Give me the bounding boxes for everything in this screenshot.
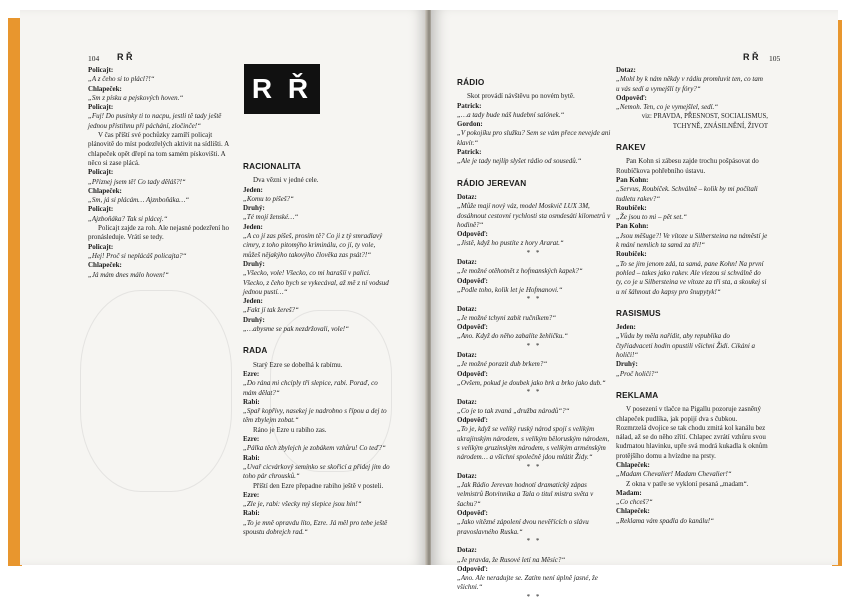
speaker-name: Policajt:: [88, 66, 114, 74]
dialogue-text: „Co chceš?“: [616, 498, 653, 507]
dialogue-text: „Ano. Ale neradujte se. Zatím není úplně jasné, že všichni.“: [457, 574, 598, 592]
speaker-name: Dotaz:: [616, 66, 636, 74]
speaker-name: Policajt:: [88, 103, 114, 112]
dialogue-text: „Je možné porazit dub brkem?“: [457, 360, 548, 369]
dialogue-text: „Jistě, když ho pustíte z hory Ararat.“: [457, 239, 564, 248]
dialogue-line: [616, 489, 768, 508]
dialogue-text: „V pokojíku pro služku? Sem se vám přece nevejde ani klavír.“: [457, 129, 611, 147]
dialogue-text: „To se jim jenom zdá, ta samá, pane Kohn! Na první pohled – takes jako rakev. Ale vlezou si schválně do ty, co je u Silbersteina ve vítoze za tři sta, a skoukej si u ní šáhnout do kapsy pro šnupytyk!“: [616, 259, 767, 296]
narration-paragraph: Policajt zajde za roh. Ale nejasné podezření ho pronásleduje. Vrátí se tedy.: [88, 224, 230, 242]
speaker-name: Odpověď:: [616, 93, 647, 102]
dialogue-text: „Hej! Proč si neplácáš policajta?“: [88, 251, 187, 260]
dialogue-text: „Všecko, vole! Všecko, co mi harašíí v palici. Všecko, z čeho bych se vykecával, až mě z ní vodsud jednou pustí…“: [243, 269, 389, 296]
speaker-name: Ezre:: [243, 490, 260, 499]
dialogue-text: „To je mně opravdu líto, Ezre. Já měl pro tebe ještě spoustu dobrejch rad.“: [243, 518, 388, 536]
right-column-2: [616, 66, 768, 526]
dialogue-line: [457, 230, 611, 249]
speaker-name: Jeden:: [243, 185, 263, 194]
dialogue-line: [243, 398, 393, 426]
narration-paragraph: Pan Kohn si zábesu zajde trochu pošpásovat do Roubíčkova pohřebního ústavu.: [616, 157, 759, 175]
speaker-name: Dotaz:: [457, 258, 477, 267]
dialogue-text: „Servus, Roubíček. Schválně – kolik by mi počítali tudletu rakev?“: [616, 185, 758, 203]
speaker-name: Policajt:: [88, 168, 114, 177]
section-heading: RASISMUS: [616, 308, 661, 318]
dialogue-line: [457, 546, 611, 565]
speaker-name: Odpověď:: [457, 564, 488, 573]
separator-stars: * *: [526, 248, 542, 257]
speaker-name: Rabi:: [243, 397, 260, 406]
dialogue-text: „Nemoh. Ten, co je vymejšlel, sedí.“: [616, 103, 719, 112]
narration-paragraph: Z okna v patře se vykloní pesaná „madam“.: [626, 479, 749, 488]
dialogue-line: [243, 491, 393, 510]
right-running-head: R Ř: [743, 52, 759, 62]
speaker-name: Patrick:: [457, 148, 482, 157]
speaker-name: Rabi:: [243, 509, 260, 518]
dialogue-text: „Ano. Když do něho zabalíte žehličku.“: [457, 332, 569, 341]
separator-stars: * *: [526, 592, 542, 601]
speaker-name: Jeden:: [243, 222, 263, 231]
separator-stars: * *: [526, 462, 542, 471]
dialogue-text: „Ajzboňáka? Tak si plácej.“: [88, 214, 168, 223]
dialogue-line: [616, 323, 768, 360]
section-heading: RÁDIO: [457, 78, 485, 87]
speaker-name: Chlapeček:: [88, 186, 122, 195]
speaker-name: Chlapeček:: [616, 507, 650, 516]
narration-paragraph: V posezení v tlačce na Pigallu pozoruje zasněný chlapeček pudlíka, jak popijí dva s čubkou. Rozmrzelá dvojice se tak chodu zmitá kol kanálu bez nálad, až se do něho zřítí. Chlapec zvrátí vzhůru svou kudrnatou hlavinku, upře svá modrá kukadla k oknům protějšího domu a hvízdne na prsty.: [616, 405, 768, 460]
speaker-name: Druhý:: [243, 315, 265, 324]
speaker-name: Chlapeček:: [88, 261, 122, 270]
dialogue-text: „…a tady bude náš hudební salónek.“: [457, 110, 565, 119]
dialogue-text: „Pálka těch zbylejch je zobákem vzhůru! Co teď?“: [243, 444, 386, 453]
speaker-name: Dotaz:: [457, 192, 477, 201]
dialogue-line: [243, 454, 393, 482]
dialogue-line: [243, 204, 393, 223]
dialogue-text: „Sm z písku a pejskových hoven.“: [88, 93, 184, 102]
dialogue-line: [88, 243, 236, 262]
speaker-name: Chlapeček:: [616, 460, 650, 469]
left-running-head: R Ř: [117, 52, 133, 62]
left-page: [20, 10, 427, 565]
speaker-name: Dotaz:: [457, 351, 477, 360]
speaker-name: Pan Kohn:: [616, 222, 649, 231]
dialogue-line: [616, 507, 768, 526]
speaker-name: Odpověď:: [457, 416, 488, 425]
speaker-name: Dotaz:: [457, 471, 477, 480]
dialogue-text: „Spař kopřivy, nasekej je nadrobno s řípou a dej to těm zbylejm zobat.“: [243, 407, 387, 425]
speaker-name: Rabi:: [243, 453, 260, 462]
speaker-name: Chlapeček:: [88, 84, 122, 93]
dialogue-line: [457, 120, 611, 148]
dialogue-line: [457, 509, 611, 537]
dialogue-line: [243, 297, 393, 316]
narration-paragraph: V čas příští své pochůzky zamíří policajt plánovitě do míst podezřelých aktivit na sídlišti. A chlapeček opět dřepí na tom samém pískovišti. A něco si zase plácá.: [88, 131, 229, 167]
dialogue-text: „Je pravda, že Rusové letí na Měsíc?“: [457, 555, 566, 564]
dialogue-text: „Fuj! Do pusinky ti to nacpu, jestli tě tady ještě jednou přistihnu při páchání, zločinče!“: [88, 112, 222, 130]
speaker-name: Dotaz:: [457, 546, 477, 555]
open-book: [20, 10, 838, 601]
dialogue-line: [457, 351, 611, 370]
dialogue-text: „Přiznej jsem tě! Co tady děláš?!“: [88, 177, 186, 186]
dialogue-line: [616, 176, 768, 204]
narration-paragraph: Ráno je Ezre u rabiho zas.: [253, 425, 327, 434]
dialogue-text: „Madam Chevalier! Madam Chevalier!“: [616, 470, 732, 479]
speaker-name: Odpověď:: [457, 323, 488, 332]
dialogue-line: [457, 323, 611, 342]
dialogue-text: „Jako vítězné zápolení dvou nevěřících o slávu pravoslavného Ruska.“: [457, 518, 589, 536]
speaker-name: Odpověď:: [457, 276, 488, 285]
dialogue-text: „Uvař cicvárkový semínko se skořicí a přidej jim do toho pár chrousků.“: [243, 462, 390, 481]
left-column-1: [88, 66, 236, 280]
dialogue-line: [616, 461, 768, 480]
dialogue-text: „Je možné otěhotnět z hofmanských kapek?“: [457, 267, 583, 276]
dialogue-line: [457, 148, 611, 167]
dialogue-line: [88, 168, 236, 187]
speaker-name: Odpověď:: [457, 509, 488, 518]
dialogue-text: „Zle je, rabi: všecky mý slepice jsou hin!“: [243, 500, 362, 509]
dialogue-line: [457, 370, 611, 389]
dialogue-line: [243, 370, 393, 398]
speaker-name: Druhý:: [243, 259, 265, 268]
dialogue-text: „A z čeho si to plácl?!“: [88, 75, 155, 84]
dialogue-line: [243, 316, 393, 335]
dialogue-line: [243, 435, 393, 454]
dialogue-text: „…abysme se pak nezdržovali, vole!“: [243, 325, 349, 334]
dialogue-line: [243, 260, 393, 297]
dialogue-line: [616, 94, 768, 113]
speaker-name: Policajt:: [88, 242, 114, 251]
dialogue-text: „Jsou měšuge?! Ve vítoze u Silbersteina na náměstí je k mání nemlich ta samá za tři!“: [616, 231, 768, 250]
speaker-name: Roubíček:: [616, 250, 647, 259]
speaker-name: Druhý:: [243, 204, 265, 213]
dialogue-text: „A co jí zas píšeš, prosím tě? Co ji z tý smradlavý cimry, z toho pitomýho kriminálu, co jí, ty vole, můžeš nějakýho takovýho člověka zas psát?!“: [243, 232, 383, 259]
see-also-reference: viz: PRAVDA, PŘESNOST, SOCIALISMUS, TCHYNĚ, ZNÁSILNĚNÍ, ŽIVOT: [641, 113, 768, 130]
narration-paragraph: Dva věznі v jedné cele.: [253, 176, 319, 185]
left-column-2: [243, 150, 393, 537]
speaker-name: Dotaz:: [457, 304, 477, 313]
dialogue-text: „Je možné tchyni zabít ručníkem?“: [457, 313, 557, 322]
dialogue-text: „Té mojí ženské…“: [243, 213, 299, 222]
dialogue-text: „Ovšem, pokud je doubek jako brk a brko jako dub.“: [457, 378, 606, 387]
dialogue-text: „Komu to píšeš?“: [243, 194, 294, 203]
dialogue-text: „Vůdu by měla nařídit, aby republika do čtyřiadvaceti hodin opustili všichni Židi. Cikáni a holiči!“: [616, 332, 756, 360]
speaker-name: Ezre:: [243, 435, 260, 444]
dialogue-line: [243, 186, 393, 205]
dialogue-line: [88, 205, 236, 224]
dialogue-line: [457, 565, 611, 593]
dialogue-line: [88, 103, 236, 131]
dialogue-text: „Sm, já si plácám… Ajznboňáka…“: [88, 196, 190, 205]
right-column-1: [457, 66, 611, 602]
dialogue-line: [243, 223, 393, 260]
narration-paragraph: Skot provádí návštěvu po novém bytě.: [467, 92, 575, 101]
separator-stars: * *: [526, 341, 542, 350]
dialogue-text: „Do rána mi chcíply tři slepice, rabi. Poraď, co mám dělat?“: [243, 379, 378, 397]
dialogue-text: „Já mám dnes málo hoven!“: [88, 270, 169, 279]
dialogue-line: [88, 85, 236, 104]
speaker-name: Dotaz:: [457, 397, 477, 406]
speaker-name: Druhý:: [616, 360, 638, 369]
section-heading: RACIONALITA: [243, 162, 301, 171]
speaker-name: Ezre:: [243, 369, 260, 378]
dialogue-line: [243, 509, 393, 537]
dialogue-line: [616, 204, 768, 223]
dialogue-text: „Může mají nový váz, model Moskvič LUX 3M, dosáhnout cestovní rychlosti sta osmdesáti kilometrů v hodině?“: [457, 202, 611, 229]
dialogue-line: [457, 258, 611, 277]
dialogue-line: [457, 398, 611, 417]
speaker-name: Policajt:: [88, 205, 114, 214]
dialogue-line: [457, 305, 611, 324]
dialogue-line: [457, 193, 611, 230]
dialogue-line: [616, 66, 768, 94]
dialogue-line: [457, 102, 611, 121]
speaker-name: Odpověď:: [457, 230, 488, 239]
narration-paragraph: Příští den Ezre přepadne rabiho ještě v posteli.: [253, 481, 384, 490]
section-heading: RAKEV: [616, 143, 646, 153]
separator-stars: * *: [526, 295, 542, 304]
right-page-number: 105: [769, 54, 781, 63]
separator-stars: * *: [526, 536, 542, 545]
dialogue-line: [88, 261, 236, 280]
dialogue-text: „Jak Rádio Jerevan hodnotí dramatický zápas velmistrů Botvinnika a Tala o titul mistra světa v šachu?“: [457, 481, 594, 508]
dialogue-line: [616, 360, 768, 379]
section-logo: R Ř: [244, 64, 320, 114]
dialogue-text: „Že jsou to mi – pět set.“: [616, 213, 687, 222]
left-page-number: 104: [88, 54, 100, 63]
speaker-name: Odpověď:: [457, 369, 488, 378]
right-page: [431, 10, 838, 601]
narration-paragraph: Starý Ezre se dobelhá k rabímu.: [253, 360, 343, 369]
dialogue-line: [88, 187, 236, 206]
section-heading: REKLAMA: [616, 390, 659, 400]
speaker-name: Roubíček:: [616, 203, 647, 212]
separator-stars: * *: [526, 388, 542, 397]
section-heading: RADA: [243, 346, 268, 356]
dialogue-text: „Co je to tak zvaná „družba národů“?“: [457, 406, 570, 415]
speaker-name: Gordon:: [457, 120, 483, 129]
speaker-name: Jeden:: [243, 297, 263, 306]
dialogue-line: [457, 416, 611, 462]
dialogue-text: „To je, když se veliký ruský národ spojí s velikým ukrajinským národem, s velikým běloruským národem, s velikým gruzínským národem, s velikým arménským národem… a všichni společně jdou mlátit Židy.“: [457, 425, 610, 462]
dialogue-text: „Proč holiči?“: [616, 369, 659, 378]
dialogue-line: [88, 66, 236, 85]
speaker-name: Jeden:: [616, 323, 636, 332]
dialogue-text: „Fakt jí tak žereš?“: [243, 306, 299, 315]
speaker-name: Madam:: [616, 488, 642, 497]
dialogue-text: „Ale je tady nejlíp slyšet rádio od sousedů.“: [457, 157, 582, 166]
dialogue-line: [616, 250, 768, 296]
section-heading: RÁDIO JEREVAN: [457, 178, 527, 188]
dialogue-line: [457, 277, 611, 296]
dialogue-text: „Reklama vám spadla do kanálu!“: [616, 516, 714, 525]
dialogue-text: „Podle toho, kolik let je Hofmanovi.“: [457, 285, 563, 294]
speaker-name: Pan Kohn:: [616, 175, 649, 184]
speaker-name: Patrick:: [457, 101, 482, 110]
dialogue-line: [457, 472, 611, 509]
dialogue-text: „Mohl by k nám někdy v rádiu promluvit ten, co tam u vás sedí a vymejšlí ty fóry?“: [616, 75, 763, 93]
dialogue-line: [616, 222, 768, 250]
